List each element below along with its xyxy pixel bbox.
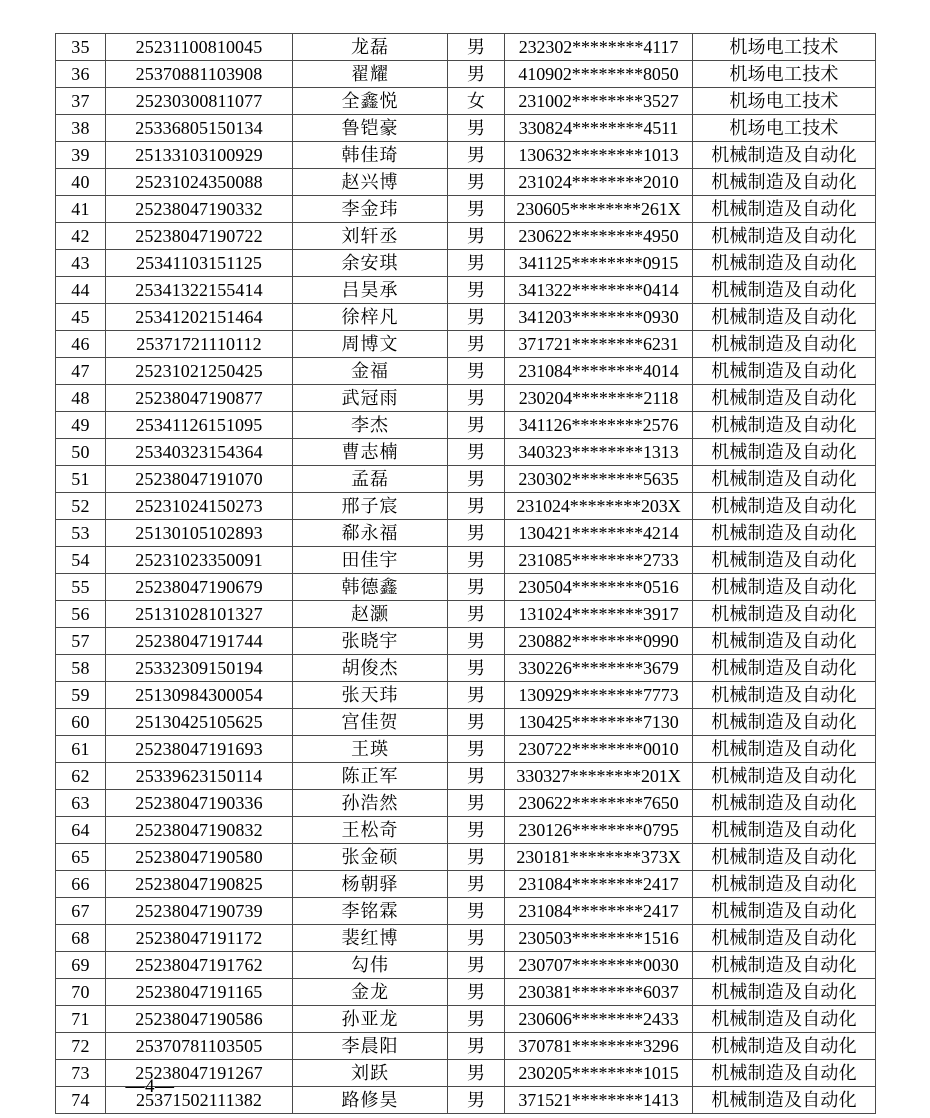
row-major: 机械制造及自动化 bbox=[693, 817, 876, 844]
row-exam-number: 25238047190877 bbox=[106, 385, 293, 412]
row-id-number: 231084********2417 bbox=[505, 871, 693, 898]
row-gender: 男 bbox=[448, 1006, 505, 1033]
row-major: 机械制造及自动化 bbox=[693, 385, 876, 412]
row-major: 机械制造及自动化 bbox=[693, 790, 876, 817]
row-gender: 男 bbox=[448, 385, 505, 412]
row-index: 49 bbox=[56, 412, 106, 439]
row-id-number: 232302********4117 bbox=[505, 34, 693, 61]
row-id-number: 230205********1015 bbox=[505, 1060, 693, 1087]
table-row bbox=[56, 547, 876, 574]
row-major: 机械制造及自动化 bbox=[693, 682, 876, 709]
row-major: 机械制造及自动化 bbox=[693, 1033, 876, 1060]
row-major: 机械制造及自动化 bbox=[693, 628, 876, 655]
table-row bbox=[56, 952, 876, 979]
row-exam-number: 25130425105625 bbox=[106, 709, 293, 736]
row-index: 35 bbox=[56, 34, 106, 61]
row-gender: 男 bbox=[448, 223, 505, 250]
row-gender: 女 bbox=[448, 88, 505, 115]
row-id-number: 341125********0915 bbox=[505, 250, 693, 277]
row-id-number: 230622********4950 bbox=[505, 223, 693, 250]
row-gender: 男 bbox=[448, 898, 505, 925]
row-index: 56 bbox=[56, 601, 106, 628]
row-id-number: 341322********0414 bbox=[505, 277, 693, 304]
table-row bbox=[56, 979, 876, 1006]
table-row bbox=[56, 385, 876, 412]
row-index: 41 bbox=[56, 196, 106, 223]
table-row bbox=[56, 196, 876, 223]
roster-table-body bbox=[56, 34, 876, 1114]
row-exam-number: 25231100810045 bbox=[106, 34, 293, 61]
table-row bbox=[56, 331, 876, 358]
row-gender: 男 bbox=[448, 277, 505, 304]
table-row bbox=[56, 493, 876, 520]
row-id-number: 231084********2417 bbox=[505, 898, 693, 925]
page-number-footer: —4— bbox=[125, 1076, 175, 1097]
row-gender: 男 bbox=[448, 439, 505, 466]
row-gender: 男 bbox=[448, 61, 505, 88]
table-row bbox=[56, 790, 876, 817]
row-id-number: 371721********6231 bbox=[505, 331, 693, 358]
row-exam-number: 25238047191267 bbox=[106, 1060, 293, 1087]
row-name: 孙亚龙 bbox=[293, 1006, 448, 1033]
row-gender: 男 bbox=[448, 844, 505, 871]
table-row bbox=[56, 304, 876, 331]
row-exam-number: 25133103100929 bbox=[106, 142, 293, 169]
row-name: 金龙 bbox=[293, 979, 448, 1006]
row-index: 46 bbox=[56, 331, 106, 358]
row-exam-number: 25370881103908 bbox=[106, 61, 293, 88]
row-gender: 男 bbox=[448, 1087, 505, 1114]
row-major: 机械制造及自动化 bbox=[693, 1006, 876, 1033]
row-exam-number: 25238047191165 bbox=[106, 979, 293, 1006]
row-index: 66 bbox=[56, 871, 106, 898]
row-gender: 男 bbox=[448, 574, 505, 601]
row-name: 王松奇 bbox=[293, 817, 448, 844]
row-index: 39 bbox=[56, 142, 106, 169]
row-id-number: 370781********3296 bbox=[505, 1033, 693, 1060]
row-exam-number: 25238047190679 bbox=[106, 574, 293, 601]
row-id-number: 341203********0930 bbox=[505, 304, 693, 331]
row-gender: 男 bbox=[448, 817, 505, 844]
row-major: 机械制造及自动化 bbox=[693, 844, 876, 871]
row-exam-number: 25371721110112 bbox=[106, 331, 293, 358]
row-major: 机械制造及自动化 bbox=[693, 574, 876, 601]
row-index: 59 bbox=[56, 682, 106, 709]
row-name: 裴红博 bbox=[293, 925, 448, 952]
table-row bbox=[56, 115, 876, 142]
table-row bbox=[56, 61, 876, 88]
row-name: 邢子宸 bbox=[293, 493, 448, 520]
row-major: 机械制造及自动化 bbox=[693, 709, 876, 736]
row-id-number: 330824********4511 bbox=[505, 115, 693, 142]
row-major: 机械制造及自动化 bbox=[693, 331, 876, 358]
table-row bbox=[56, 34, 876, 61]
row-id-number: 230882********0990 bbox=[505, 628, 693, 655]
row-exam-number: 25339623150114 bbox=[106, 763, 293, 790]
row-name: 李金玮 bbox=[293, 196, 448, 223]
table-row bbox=[56, 925, 876, 952]
row-name: 张天玮 bbox=[293, 682, 448, 709]
table-row bbox=[56, 763, 876, 790]
row-id-number: 231085********2733 bbox=[505, 547, 693, 574]
row-exam-number: 25238047191744 bbox=[106, 628, 293, 655]
row-index: 52 bbox=[56, 493, 106, 520]
row-id-number: 230622********7650 bbox=[505, 790, 693, 817]
row-exam-number: 25230300811077 bbox=[106, 88, 293, 115]
row-name: 刘跃 bbox=[293, 1060, 448, 1087]
table-row bbox=[56, 88, 876, 115]
row-name: 金福 bbox=[293, 358, 448, 385]
row-name: 田佳宇 bbox=[293, 547, 448, 574]
row-index: 40 bbox=[56, 169, 106, 196]
row-index: 51 bbox=[56, 466, 106, 493]
row-major: 机械制造及自动化 bbox=[693, 493, 876, 520]
row-id-number: 130425********7130 bbox=[505, 709, 693, 736]
row-exam-number: 25238047190332 bbox=[106, 196, 293, 223]
row-major: 机械制造及自动化 bbox=[693, 655, 876, 682]
row-index: 68 bbox=[56, 925, 106, 952]
row-name: 胡俊杰 bbox=[293, 655, 448, 682]
row-id-number: 341126********2576 bbox=[505, 412, 693, 439]
row-major: 机械制造及自动化 bbox=[693, 142, 876, 169]
row-major: 机械制造及自动化 bbox=[693, 520, 876, 547]
row-index: 53 bbox=[56, 520, 106, 547]
row-gender: 男 bbox=[448, 871, 505, 898]
row-index: 47 bbox=[56, 358, 106, 385]
row-major: 机械制造及自动化 bbox=[693, 1087, 876, 1114]
row-major: 机械制造及自动化 bbox=[693, 601, 876, 628]
row-major: 机械制造及自动化 bbox=[693, 439, 876, 466]
row-gender: 男 bbox=[448, 628, 505, 655]
row-gender: 男 bbox=[448, 196, 505, 223]
row-index: 60 bbox=[56, 709, 106, 736]
row-index: 48 bbox=[56, 385, 106, 412]
row-major: 机械制造及自动化 bbox=[693, 763, 876, 790]
table-row bbox=[56, 601, 876, 628]
row-index: 44 bbox=[56, 277, 106, 304]
row-exam-number: 25238047190722 bbox=[106, 223, 293, 250]
row-major: 机械制造及自动化 bbox=[693, 304, 876, 331]
row-major: 机械制造及自动化 bbox=[693, 277, 876, 304]
row-name: 李杰 bbox=[293, 412, 448, 439]
row-id-number: 230605********261X bbox=[505, 196, 693, 223]
table-row bbox=[56, 439, 876, 466]
row-major: 机械制造及自动化 bbox=[693, 358, 876, 385]
row-gender: 男 bbox=[448, 520, 505, 547]
row-exam-number: 25231021250425 bbox=[106, 358, 293, 385]
row-id-number: 230381********6037 bbox=[505, 979, 693, 1006]
row-exam-number: 25238047191172 bbox=[106, 925, 293, 952]
row-exam-number: 25130984300054 bbox=[106, 682, 293, 709]
row-gender: 男 bbox=[448, 304, 505, 331]
row-id-number: 330327********201X bbox=[505, 763, 693, 790]
row-name: 翟耀 bbox=[293, 61, 448, 88]
table-row bbox=[56, 169, 876, 196]
row-exam-number: 25341202151464 bbox=[106, 304, 293, 331]
row-name: 武冠雨 bbox=[293, 385, 448, 412]
row-id-number: 130421********4214 bbox=[505, 520, 693, 547]
row-exam-number: 25131028101327 bbox=[106, 601, 293, 628]
row-exam-number: 25340323154364 bbox=[106, 439, 293, 466]
row-major: 机械制造及自动化 bbox=[693, 979, 876, 1006]
row-name: 郗永福 bbox=[293, 520, 448, 547]
row-index: 72 bbox=[56, 1033, 106, 1060]
row-gender: 男 bbox=[448, 142, 505, 169]
table-row bbox=[56, 871, 876, 898]
row-name: 韩德鑫 bbox=[293, 574, 448, 601]
row-name: 周博文 bbox=[293, 331, 448, 358]
row-gender: 男 bbox=[448, 115, 505, 142]
row-exam-number: 25370781103505 bbox=[106, 1033, 293, 1060]
row-name: 鲁铠豪 bbox=[293, 115, 448, 142]
row-gender: 男 bbox=[448, 250, 505, 277]
row-id-number: 230181********373X bbox=[505, 844, 693, 871]
row-gender: 男 bbox=[448, 331, 505, 358]
row-exam-number: 25238047190825 bbox=[106, 871, 293, 898]
row-index: 63 bbox=[56, 790, 106, 817]
row-exam-number: 25371502111382 bbox=[106, 1087, 293, 1114]
row-index: 43 bbox=[56, 250, 106, 277]
row-id-number: 230606********2433 bbox=[505, 1006, 693, 1033]
row-major: 机械制造及自动化 bbox=[693, 871, 876, 898]
row-index: 73 bbox=[56, 1060, 106, 1087]
row-name: 曹志楠 bbox=[293, 439, 448, 466]
row-index: 67 bbox=[56, 898, 106, 925]
row-index: 69 bbox=[56, 952, 106, 979]
row-gender: 男 bbox=[448, 790, 505, 817]
row-gender: 男 bbox=[448, 34, 505, 61]
row-index: 57 bbox=[56, 628, 106, 655]
table-row bbox=[56, 358, 876, 385]
row-gender: 男 bbox=[448, 736, 505, 763]
row-exam-number: 25238047190336 bbox=[106, 790, 293, 817]
row-name: 张金硕 bbox=[293, 844, 448, 871]
row-id-number: 231024********203X bbox=[505, 493, 693, 520]
row-exam-number: 25238047190739 bbox=[106, 898, 293, 925]
row-exam-number: 25341103151125 bbox=[106, 250, 293, 277]
row-gender: 男 bbox=[448, 466, 505, 493]
row-index: 62 bbox=[56, 763, 106, 790]
row-id-number: 131024********3917 bbox=[505, 601, 693, 628]
row-gender: 男 bbox=[448, 925, 505, 952]
row-major: 机械制造及自动化 bbox=[693, 898, 876, 925]
table-row bbox=[56, 682, 876, 709]
row-id-number: 230302********5635 bbox=[505, 466, 693, 493]
row-name: 宫佳贺 bbox=[293, 709, 448, 736]
row-major: 机场电工技术 bbox=[693, 34, 876, 61]
row-name: 王瑛 bbox=[293, 736, 448, 763]
row-name: 徐梓凡 bbox=[293, 304, 448, 331]
row-id-number: 231084********4014 bbox=[505, 358, 693, 385]
row-index: 74 bbox=[56, 1087, 106, 1114]
row-id-number: 230503********1516 bbox=[505, 925, 693, 952]
row-id-number: 330226********3679 bbox=[505, 655, 693, 682]
row-name: 赵兴博 bbox=[293, 169, 448, 196]
table-row bbox=[56, 898, 876, 925]
table-row bbox=[56, 736, 876, 763]
row-index: 36 bbox=[56, 61, 106, 88]
row-id-number: 231002********3527 bbox=[505, 88, 693, 115]
row-name: 韩佳琦 bbox=[293, 142, 448, 169]
row-name: 孟磊 bbox=[293, 466, 448, 493]
row-index: 45 bbox=[56, 304, 106, 331]
row-major: 机械制造及自动化 bbox=[693, 1060, 876, 1087]
row-index: 54 bbox=[56, 547, 106, 574]
row-gender: 男 bbox=[448, 412, 505, 439]
row-major: 机械制造及自动化 bbox=[693, 223, 876, 250]
row-index: 38 bbox=[56, 115, 106, 142]
row-id-number: 230707********0030 bbox=[505, 952, 693, 979]
row-index: 58 bbox=[56, 655, 106, 682]
table-row bbox=[56, 223, 876, 250]
row-index: 71 bbox=[56, 1006, 106, 1033]
row-major: 机场电工技术 bbox=[693, 61, 876, 88]
row-major: 机械制造及自动化 bbox=[693, 196, 876, 223]
row-id-number: 410902********8050 bbox=[505, 61, 693, 88]
roster-table-container bbox=[55, 33, 875, 1114]
row-exam-number: 25336805150134 bbox=[106, 115, 293, 142]
row-exam-number: 25238047190580 bbox=[106, 844, 293, 871]
row-major: 机械制造及自动化 bbox=[693, 169, 876, 196]
row-index: 70 bbox=[56, 979, 106, 1006]
row-major: 机场电工技术 bbox=[693, 88, 876, 115]
row-name: 李晨阳 bbox=[293, 1033, 448, 1060]
row-exam-number: 25231024350088 bbox=[106, 169, 293, 196]
row-name: 路修昊 bbox=[293, 1087, 448, 1114]
row-gender: 男 bbox=[448, 952, 505, 979]
row-name: 刘轩丞 bbox=[293, 223, 448, 250]
row-name: 余安琪 bbox=[293, 250, 448, 277]
table-row bbox=[56, 709, 876, 736]
row-gender: 男 bbox=[448, 1060, 505, 1087]
row-gender: 男 bbox=[448, 547, 505, 574]
row-index: 55 bbox=[56, 574, 106, 601]
row-gender: 男 bbox=[448, 493, 505, 520]
row-exam-number: 25238047190586 bbox=[106, 1006, 293, 1033]
row-id-number: 231024********2010 bbox=[505, 169, 693, 196]
row-id-number: 230504********0516 bbox=[505, 574, 693, 601]
row-gender: 男 bbox=[448, 979, 505, 1006]
table-row bbox=[56, 466, 876, 493]
row-name: 龙磊 bbox=[293, 34, 448, 61]
row-id-number: 130929********7773 bbox=[505, 682, 693, 709]
row-gender: 男 bbox=[448, 682, 505, 709]
row-exam-number: 25238047191693 bbox=[106, 736, 293, 763]
row-exam-number: 25341322155414 bbox=[106, 277, 293, 304]
row-index: 65 bbox=[56, 844, 106, 871]
row-index: 61 bbox=[56, 736, 106, 763]
row-major: 机场电工技术 bbox=[693, 115, 876, 142]
row-exam-number: 25130105102893 bbox=[106, 520, 293, 547]
row-exam-number: 25238047191070 bbox=[106, 466, 293, 493]
row-name: 杨朝驿 bbox=[293, 871, 448, 898]
table-row bbox=[56, 844, 876, 871]
table-row bbox=[56, 574, 876, 601]
row-exam-number: 25231023350091 bbox=[106, 547, 293, 574]
row-name: 勾伟 bbox=[293, 952, 448, 979]
table-row bbox=[56, 520, 876, 547]
row-index: 64 bbox=[56, 817, 106, 844]
row-major: 机械制造及自动化 bbox=[693, 952, 876, 979]
table-row bbox=[56, 1006, 876, 1033]
row-id-number: 371521********1413 bbox=[505, 1087, 693, 1114]
row-gender: 男 bbox=[448, 763, 505, 790]
row-major: 机械制造及自动化 bbox=[693, 736, 876, 763]
table-row bbox=[56, 250, 876, 277]
row-index: 42 bbox=[56, 223, 106, 250]
row-gender: 男 bbox=[448, 709, 505, 736]
row-major: 机械制造及自动化 bbox=[693, 547, 876, 574]
row-gender: 男 bbox=[448, 1033, 505, 1060]
row-exam-number: 25238047190832 bbox=[106, 817, 293, 844]
row-gender: 男 bbox=[448, 601, 505, 628]
row-name: 孙浩然 bbox=[293, 790, 448, 817]
row-exam-number: 25238047191762 bbox=[106, 952, 293, 979]
roster-table bbox=[55, 33, 876, 1114]
row-name: 吕昊承 bbox=[293, 277, 448, 304]
row-major: 机械制造及自动化 bbox=[693, 925, 876, 952]
row-index: 50 bbox=[56, 439, 106, 466]
row-major: 机械制造及自动化 bbox=[693, 412, 876, 439]
table-row bbox=[56, 655, 876, 682]
row-major: 机械制造及自动化 bbox=[693, 466, 876, 493]
row-id-number: 230204********2118 bbox=[505, 385, 693, 412]
table-row bbox=[56, 817, 876, 844]
row-id-number: 230722********0010 bbox=[505, 736, 693, 763]
row-gender: 男 bbox=[448, 358, 505, 385]
table-row bbox=[56, 628, 876, 655]
row-id-number: 130632********1013 bbox=[505, 142, 693, 169]
table-row bbox=[56, 142, 876, 169]
row-exam-number: 25332309150194 bbox=[106, 655, 293, 682]
row-id-number: 340323********1313 bbox=[505, 439, 693, 466]
row-name: 张晓宇 bbox=[293, 628, 448, 655]
row-index: 37 bbox=[56, 88, 106, 115]
row-name: 全鑫悦 bbox=[293, 88, 448, 115]
table-row bbox=[56, 277, 876, 304]
row-name: 李铭霖 bbox=[293, 898, 448, 925]
table-row bbox=[56, 412, 876, 439]
row-id-number: 230126********0795 bbox=[505, 817, 693, 844]
table-row bbox=[56, 1033, 876, 1060]
row-gender: 男 bbox=[448, 655, 505, 682]
row-name: 陈正军 bbox=[293, 763, 448, 790]
row-gender: 男 bbox=[448, 169, 505, 196]
row-major: 机械制造及自动化 bbox=[693, 250, 876, 277]
row-exam-number: 25231024150273 bbox=[106, 493, 293, 520]
row-name: 赵灏 bbox=[293, 601, 448, 628]
row-exam-number: 25341126151095 bbox=[106, 412, 293, 439]
